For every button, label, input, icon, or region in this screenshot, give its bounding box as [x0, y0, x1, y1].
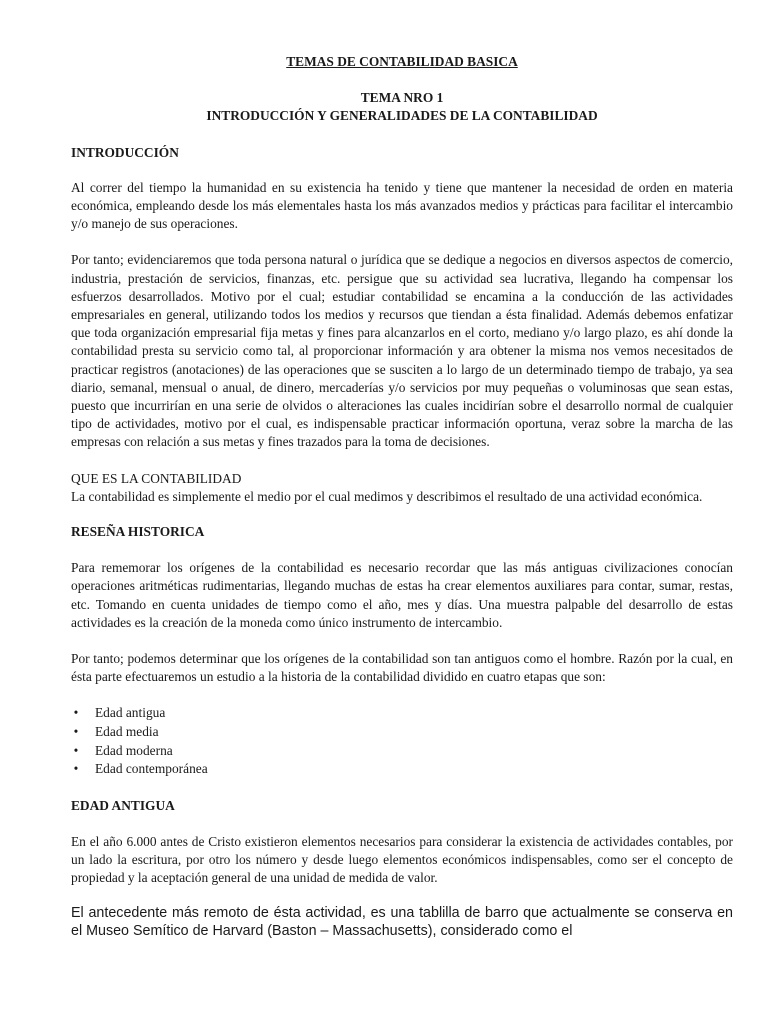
intro-paragraph-2: Por tanto; evidenciaremos que toda persona natural o jurídica que se dedique a negocios en diversos aspectos de comercio, industria, prestación de servicios, finanzas, etc. persigue que su actividad sea lucrativa, llegando ha compensar los esfuerzos desarrollados. Motivo por el cual; estudiar contabilidad se encamina a la conducción de las actividades empresariales en general, utilizando todos los medios y recursos que tiendan a ésta finalidad. Además debemos enfatizar que toda organización empresarial fija metas y fines para alcanzarlos en el corto, mediano y/o largo plazo, es ahí donde la contabilidad presta su servicio como tal, al proporcionar información y ara obtener la misma nos vemos necesitados de practicar registros (anotaciones) de las operaciones que se susciten a lo largo de un determinado tiempo de trabajo, ya sea diario, semanal, mensual o anual, de dinero, mercaderías y/o servicios por muy pequeñas o voluminosas que sean estas, puesto que incurrirían en una serie de olvidos o alteraciones las cuales incidirían sobre el desarrollo normal de cualquier tipo de actividades, motivo por el cual, es indispensable practicar información oportuna, veraz sobre la marcha de las empresas con relación a sus metas y fines trazados para la toma de decisiones. — [71, 252, 733, 450]
subtitle: INTRODUCCIÓN Y GENERALIDADES DE LA CONTABILIDAD — [206, 108, 598, 124]
list-item: • Edad contemporánea — [95, 760, 733, 779]
main-title — [71, 53, 733, 71]
edad-antigua-paragraph-2: El antecedente más remoto de ésta actividad, es una tablilla de barro que actualmente se conserva en el Museo Semítico de Harvard (Baston – Massachusetts), considerado como el — [71, 904, 733, 940]
main-title-text: TEMAS DE CONTABILIDAD BASICA — [286, 54, 518, 69]
tema-number: TEMA NRO 1 — [360, 90, 444, 106]
edad-antigua-paragraph-1: En el año 6.000 antes de Cristo existieron elementos necesarios para considerar la existencia de actividades contables, por un lado la escritura, por otro los número y desde luego elementos económicos indispensables, como ser el concepto de propiedad y la aceptación general de una unidad de medida de valor. — [71, 834, 733, 886]
resena-paragraph-2: Por tanto; podemos determinar que los orígenes de la contabilidad son tan antiguos como el hombre. Razón por la cual, en ésta parte efectuaremos un estudio a la historia de la contabilidad dividido en cuatro etapas que son: — [71, 651, 733, 685]
intro-heading: INTRODUCCIÓN — [71, 144, 179, 160]
que-es-heading: QUE ES LA CONTABILIDAD — [71, 470, 242, 486]
resena-paragraph-1: Para rememorar los orígenes de la contabilidad es necesario recordar que las más antiguas civilizaciones conocían operaciones aritméticas rudimentarias, llegando muchas de estas ha crear elementos auxiliares para contar, sumar, restas, etc. Tomando en cuenta unidades de tiempo como el año, mes y días. Una muestra palpable del desarrollo de estas actividades es la creación de la moneda como único instrumento de intercambio. — [71, 560, 733, 630]
que-es-paragraph: La contabilidad es simplemente el medio por el cual medimos y describimos el resultado de una actividad económica. — [71, 488, 703, 504]
intro-paragraph-1: Al correr del tiempo la humanidad en su existencia ha tenido y tiene que mantener la necesidad de orden en materia económica, empleando desde los más elementales hasta los más avanzados medios y prácticas para facilitar el intercambio y/o manejo de sus operaciones. — [71, 179, 733, 232]
edad-antigua-heading: EDAD ANTIGUA — [71, 797, 175, 813]
resena-heading: RESEÑA HISTORICA — [71, 524, 205, 540]
list-item: • Edad media — [95, 723, 733, 742]
document-page — [71, 53, 733, 941]
list-item: • Edad antigua — [95, 704, 733, 723]
etapas-list — [71, 704, 733, 778]
list-item: • Edad moderna — [95, 742, 733, 761]
